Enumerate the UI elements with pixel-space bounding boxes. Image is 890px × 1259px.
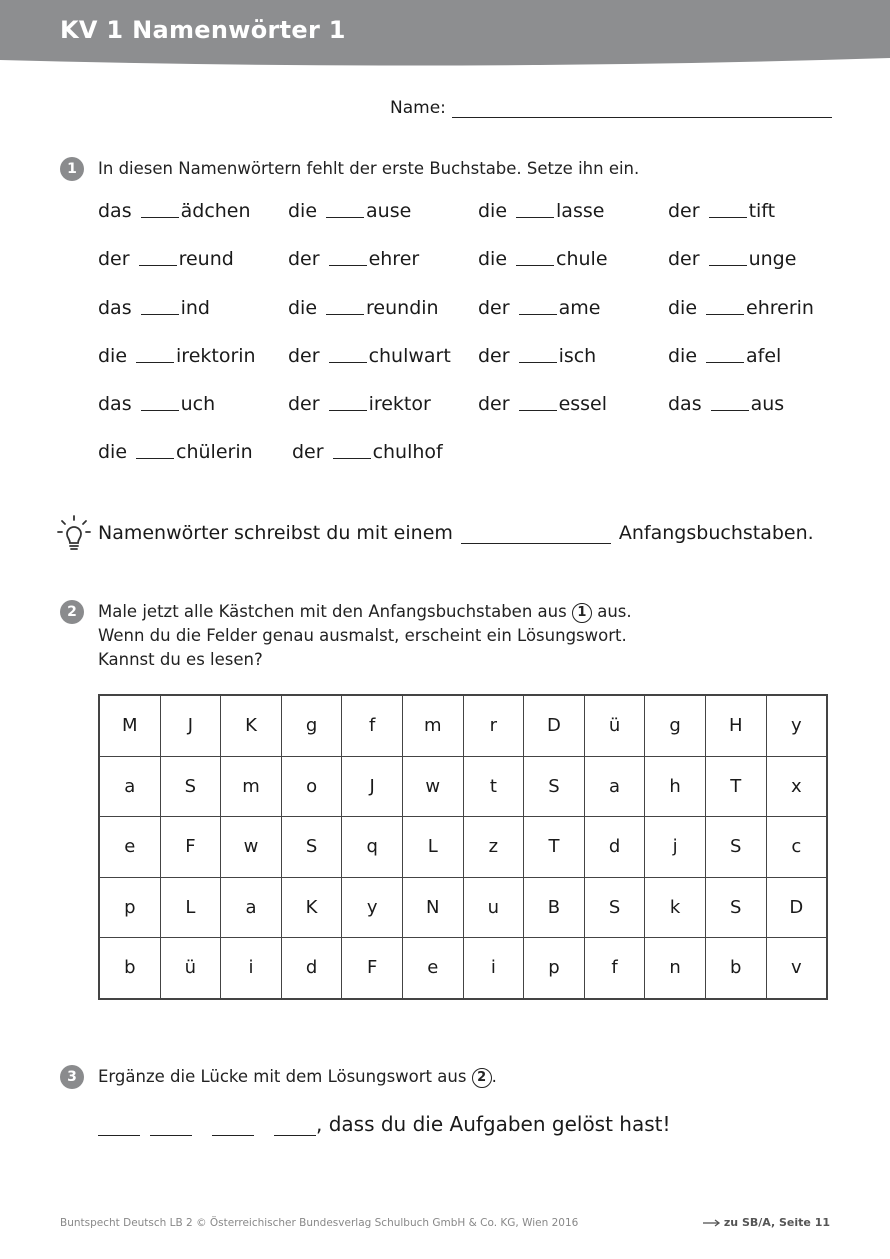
letter-cell[interactable]: J <box>342 756 403 817</box>
name-field <box>390 98 832 118</box>
letter-cell[interactable]: z <box>463 817 524 878</box>
task-ref-1: 1 <box>572 603 592 623</box>
letter-blank[interactable] <box>141 297 179 315</box>
word-item <box>98 441 292 489</box>
word-article: die <box>288 296 318 319</box>
letter-cell[interactable]: ü <box>160 938 221 999</box>
word-rest: chulwart <box>368 344 451 367</box>
word-item <box>478 345 668 393</box>
letter-cell[interactable]: D <box>524 695 585 756</box>
answer-sentence <box>98 1112 671 1136</box>
letter-grid-row <box>99 756 827 817</box>
letter-cell[interactable]: N <box>402 877 463 938</box>
word-item <box>288 200 478 248</box>
word-rest: reund <box>178 248 234 271</box>
letter-grid <box>98 694 828 1000</box>
word-rest: chule <box>556 248 608 271</box>
letter-grid-row <box>99 695 827 756</box>
letter-cell[interactable]: t <box>463 756 524 817</box>
name-label: Name: <box>390 98 446 118</box>
word-rest: tift <box>748 200 776 222</box>
letter-cell[interactable]: d <box>281 938 342 999</box>
word-item <box>98 393 288 441</box>
word-article: das <box>668 393 702 416</box>
task-2-instruction <box>98 600 632 672</box>
letter-blank[interactable] <box>326 200 364 218</box>
word-rest: unge <box>748 248 797 271</box>
letter-cell[interactable]: y <box>342 877 403 938</box>
letter-cell[interactable]: S <box>705 817 766 878</box>
answer-blank[interactable] <box>274 1117 316 1136</box>
letter-cell[interactable]: D <box>766 877 827 938</box>
letter-blank[interactable] <box>711 393 749 411</box>
task-3-end: . <box>491 1067 497 1086</box>
letter-blank[interactable] <box>141 200 179 218</box>
letter-cell[interactable]: a <box>584 756 645 817</box>
word-rest: ind <box>180 296 210 319</box>
letter-cell[interactable]: f <box>584 938 645 999</box>
word-article: der <box>478 393 510 416</box>
word-article: der <box>668 200 700 222</box>
answer-blank[interactable] <box>98 1117 140 1136</box>
letter-cell[interactable]: a <box>221 877 282 938</box>
letter-cell[interactable]: y <box>766 695 827 756</box>
task-3-instruction <box>98 1065 497 1089</box>
letter-cell[interactable]: r <box>463 695 524 756</box>
word-row <box>98 297 858 345</box>
word-article: die <box>98 441 128 464</box>
letter-blank[interactable] <box>329 345 367 363</box>
word-rest: irektorin <box>176 344 256 367</box>
word-row <box>98 441 858 489</box>
letter-cell[interactable]: n <box>645 938 706 999</box>
word-item <box>288 345 478 393</box>
word-article: das <box>98 296 132 319</box>
letter-cell[interactable]: u <box>463 877 524 938</box>
word-item <box>668 393 858 441</box>
letter-cell[interactable]: b <box>99 938 160 999</box>
word-item <box>668 200 858 248</box>
letter-cell[interactable]: T <box>705 756 766 817</box>
task-1-number: 1 <box>60 157 84 181</box>
letter-grid-row <box>99 877 827 938</box>
word-row <box>98 248 858 296</box>
letter-blank[interactable] <box>141 393 179 411</box>
tip-blank[interactable] <box>461 527 611 544</box>
word-article: der <box>288 344 320 367</box>
word-article: die <box>98 344 128 367</box>
word-rest: irektor <box>368 393 431 416</box>
word-article: der <box>478 344 510 367</box>
letter-cell[interactable]: g <box>645 695 706 756</box>
letter-cell[interactable]: m <box>402 695 463 756</box>
word-item <box>288 297 478 345</box>
name-input-line[interactable] <box>452 101 832 118</box>
word-rest: afel <box>746 344 782 367</box>
word-article: der <box>668 248 700 271</box>
word-article: das <box>98 200 132 222</box>
letter-cell[interactable]: i <box>221 938 282 999</box>
letter-cell[interactable]: K <box>281 877 342 938</box>
word-article: der <box>288 248 320 271</box>
word-rest: essel <box>558 393 608 416</box>
tip-text-after: Anfangsbuchstaben. <box>618 522 814 544</box>
letter-cell[interactable]: e <box>402 938 463 999</box>
letter-cell[interactable]: a <box>99 756 160 817</box>
word-item <box>668 248 858 296</box>
word-rest: chulhof <box>372 441 443 464</box>
answer-blank[interactable] <box>150 1117 192 1136</box>
letter-blank[interactable] <box>516 200 554 218</box>
word-item <box>292 441 486 489</box>
word-rest: aus <box>750 393 785 416</box>
task-1-instruction: In diesen Namenwörtern fehlt der erste Buchstabe. Setze ihn ein. <box>98 159 640 178</box>
letter-grid-row <box>99 817 827 878</box>
word-rest: uch <box>180 393 216 416</box>
word-article: die <box>288 200 318 222</box>
word-item <box>98 297 288 345</box>
letter-cell[interactable]: B <box>524 877 585 938</box>
letter-cell[interactable]: e <box>99 817 160 878</box>
word-row <box>98 345 858 393</box>
answer-blank[interactable] <box>212 1117 254 1136</box>
word-rest: ehrer <box>368 248 420 271</box>
task-2-line-1-text: Male jetzt alle Kästchen mit den Anfangsbuchstaben aus <box>98 602 567 621</box>
task-2-line-3: Kannst du es lesen? <box>98 650 263 669</box>
word-rest: ädchen <box>180 200 251 222</box>
letter-cell[interactable]: q <box>342 817 403 878</box>
letter-cell[interactable]: x <box>766 756 827 817</box>
letter-cell[interactable]: f <box>342 695 403 756</box>
task-3-text: Ergänze die Lücke mit dem Lösungswort aus <box>98 1067 467 1086</box>
letter-blank[interactable] <box>709 248 747 266</box>
task-2-line-2: Wenn du die Felder genau ausmalst, erscheint ein Lösungswort. <box>98 626 627 645</box>
letter-cell[interactable]: S <box>160 756 221 817</box>
letter-blank[interactable] <box>329 393 367 411</box>
letter-cell[interactable]: L <box>402 817 463 878</box>
word-rest: ame <box>558 296 601 319</box>
word-item <box>98 200 288 248</box>
word-rest: ause <box>366 200 412 222</box>
word-article: der <box>98 248 130 271</box>
letter-cell[interactable]: w <box>221 817 282 878</box>
letter-blank[interactable] <box>519 345 557 363</box>
letter-cell[interactable]: ü <box>584 695 645 756</box>
word-article: die <box>668 344 698 367</box>
word-rest: chülerin <box>176 441 253 464</box>
letter-cell[interactable]: S <box>705 877 766 938</box>
task-2-line-1-end: aus. <box>597 602 632 621</box>
word-item <box>478 393 668 441</box>
letter-cell[interactable]: p <box>99 877 160 938</box>
letter-blank[interactable] <box>706 297 744 315</box>
word-article: die <box>478 248 508 271</box>
letter-cell[interactable]: L <box>160 877 221 938</box>
letter-cell[interactable]: d <box>584 817 645 878</box>
task-2-number: 2 <box>60 600 84 624</box>
task-3-number: 3 <box>60 1065 84 1089</box>
word-rest: lasse <box>556 200 605 222</box>
word-grid <box>98 200 858 490</box>
letter-blank[interactable] <box>516 248 554 266</box>
letter-cell[interactable]: F <box>342 938 403 999</box>
word-item <box>98 248 288 296</box>
letter-cell[interactable]: h <box>645 756 706 817</box>
word-article: die <box>668 296 698 319</box>
lightbulb-icon <box>56 514 92 554</box>
letter-blank[interactable] <box>136 441 174 459</box>
letter-blank[interactable] <box>519 297 557 315</box>
word-item <box>98 345 288 393</box>
letter-cell[interactable]: F <box>160 817 221 878</box>
letter-blank[interactable] <box>139 248 177 266</box>
letter-blank[interactable] <box>709 200 747 218</box>
word-item <box>478 200 668 248</box>
word-article: der <box>292 441 324 464</box>
word-item <box>478 248 668 296</box>
word-rest: ehrerin <box>746 296 814 319</box>
letter-cell[interactable]: j <box>645 817 706 878</box>
page-title: KV 1 Namenwörter 1 <box>60 16 346 44</box>
letter-blank[interactable] <box>329 248 367 266</box>
word-item <box>478 297 668 345</box>
letter-grid-row <box>99 938 827 999</box>
letter-cell[interactable]: p <box>524 938 585 999</box>
task-ref-2: 2 <box>472 1068 492 1088</box>
letter-cell[interactable]: S <box>584 877 645 938</box>
word-article: der <box>478 296 510 319</box>
letter-cell[interactable]: K <box>221 695 282 756</box>
letter-cell[interactable]: T <box>524 817 585 878</box>
letter-blank[interactable] <box>706 345 744 363</box>
letter-cell[interactable]: k <box>645 877 706 938</box>
letter-cell[interactable]: H <box>705 695 766 756</box>
letter-blank[interactable] <box>136 345 174 363</box>
word-item <box>288 393 478 441</box>
answer-sentence-text: , dass du die Aufgaben gelöst hast! <box>316 1112 671 1136</box>
footer-copyright: Buntspecht Deutsch LB 2 © Österreichischer Bundesverlag Schulbuch GmbH & Co. KG, Wien 2016 <box>60 1217 579 1229</box>
word-row <box>98 393 858 441</box>
footer-reference-text: zu SB/A, Seite 11 <box>723 1216 830 1229</box>
letter-cell[interactable]: o <box>281 756 342 817</box>
word-article: die <box>478 200 508 222</box>
word-rest: reundin <box>366 296 439 319</box>
tip-text-before: Namenwörter schreibst du mit einem <box>98 522 453 544</box>
letter-cell[interactable]: b <box>705 938 766 999</box>
tip-sentence <box>98 522 814 544</box>
letter-cell[interactable]: S <box>281 817 342 878</box>
letter-cell[interactable]: i <box>463 938 524 999</box>
arrow-right-icon <box>703 1219 721 1227</box>
letter-cell[interactable]: c <box>766 817 827 878</box>
letter-cell[interactable]: J <box>160 695 221 756</box>
letter-cell[interactable]: g <box>281 695 342 756</box>
letter-blank[interactable] <box>519 393 557 411</box>
letter-cell[interactable]: m <box>221 756 282 817</box>
word-row <box>98 200 858 248</box>
task-2-line-1 <box>98 600 632 624</box>
letter-blank[interactable] <box>326 297 364 315</box>
letter-cell[interactable]: M <box>99 695 160 756</box>
letter-blank[interactable] <box>333 441 371 459</box>
letter-cell[interactable]: w <box>402 756 463 817</box>
word-rest: isch <box>558 344 597 367</box>
word-article: das <box>98 393 132 416</box>
word-article: der <box>288 393 320 416</box>
word-item <box>668 297 858 345</box>
letter-cell[interactable]: v <box>766 938 827 999</box>
letter-cell[interactable]: S <box>524 756 585 817</box>
footer-reference <box>703 1216 830 1229</box>
word-item <box>668 345 858 393</box>
word-item <box>288 248 478 296</box>
